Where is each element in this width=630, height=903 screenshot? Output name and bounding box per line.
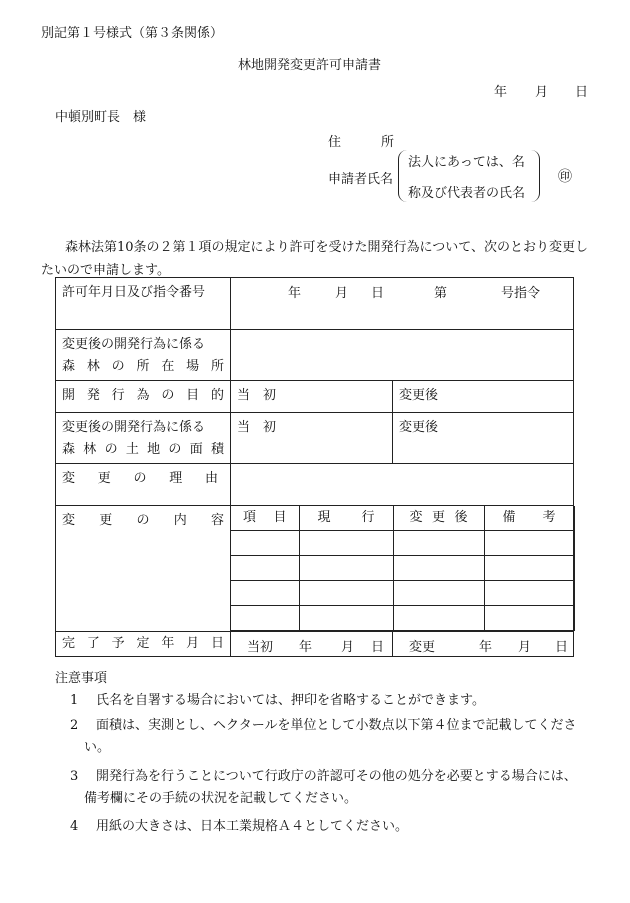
area-row [56, 413, 574, 464]
completion-initial-cell[interactable] [231, 632, 393, 657]
header-remarks: 備 考 [484, 506, 574, 531]
content-cell[interactable] [484, 606, 574, 631]
notes-title: 注意事項 [55, 671, 108, 686]
completion-changed-day: 日 [555, 640, 569, 655]
content-cell[interactable] [484, 556, 574, 581]
completion-label: 完 了 予 定 年 月 日 [62, 636, 224, 651]
content-detail-table [231, 506, 575, 631]
completion-initial-day: 日 [371, 640, 385, 655]
content-header-row [231, 506, 574, 531]
reason-label-cell [56, 464, 231, 506]
purpose-initial-label: 当 初 [237, 388, 277, 403]
header-item: 項 目 [231, 506, 299, 531]
content-cell[interactable] [393, 581, 484, 606]
content-cell[interactable] [231, 531, 299, 556]
permit-row [56, 278, 574, 330]
content-cell[interactable] [231, 606, 299, 631]
application-form-table [55, 277, 574, 657]
reason-label: 変 更 の 理 由 [62, 471, 218, 486]
content-label-cell [56, 506, 231, 632]
content-row [56, 506, 574, 632]
area-changed-cell[interactable] [393, 413, 574, 464]
completion-initial-month: 月 [341, 640, 355, 655]
purpose-changed-cell[interactable] [393, 381, 574, 413]
permit-day: 日 [371, 286, 385, 301]
document-title: 林地開発変更許可申請書 [238, 58, 382, 73]
content-cell[interactable] [299, 581, 393, 606]
note-item-4: 4 用紙の大きさは、日本工業規格Ａ４としてください。 [70, 819, 409, 834]
applicant-name-label: 申請者氏名 [328, 172, 394, 187]
content-cell[interactable] [393, 531, 484, 556]
completion-initial-label: 当初 [247, 640, 274, 655]
completion-label-cell [56, 632, 231, 657]
location-label-line1: 変更後の開発行為に係る [62, 337, 206, 352]
content-label: 変 更 の 内 容 [62, 513, 224, 528]
content-cell[interactable] [393, 556, 484, 581]
purpose-label: 開 発 行 為 の 目 的 [62, 388, 224, 403]
content-cell[interactable] [393, 606, 484, 631]
note-item-2: 2 面積は、実測とし、ヘクタールを単位として小数点以下第４位まで記載してくださ い。 [70, 718, 577, 755]
location-value-cell[interactable] [231, 330, 574, 381]
purpose-initial-cell[interactable] [231, 381, 393, 413]
permit-value-cell[interactable] [231, 278, 574, 330]
date-month: 月 [535, 85, 549, 100]
content-data-row [231, 531, 574, 556]
corporate-note-line1: 法人にあっては、名 [408, 155, 525, 170]
area-label-line1: 変更後の開発行為に係る [62, 420, 206, 435]
area-initial-cell[interactable] [231, 413, 393, 464]
content-data-row [231, 581, 574, 606]
content-cell[interactable] [484, 531, 574, 556]
completion-changed-month: 月 [518, 640, 532, 655]
completion-changed-label: 変更 [409, 640, 436, 655]
area-initial-label: 当 初 [237, 420, 277, 435]
note-item-3: 3 開発行為を行うことについて行政庁の許認可その他の処分を必要とする場合には、 備考欄にその手続の状況を記載してください。 [70, 769, 577, 806]
completion-row [56, 632, 574, 657]
header-current: 現 行 [299, 506, 393, 531]
permit-month: 月 [335, 286, 349, 301]
seal-mark: ㊞ [558, 169, 572, 185]
reason-row [56, 464, 574, 506]
content-data-row [231, 556, 574, 581]
content-detail-cell [231, 506, 574, 632]
purpose-changed-label: 変更後 [399, 388, 439, 403]
permit-label-cell [56, 278, 231, 330]
permit-dai: 第 [434, 286, 448, 301]
area-label-line2: 森 林 の 土 地 の 面 積 [62, 442, 224, 457]
completion-initial-year: 年 [299, 640, 313, 655]
content-cell[interactable] [231, 581, 299, 606]
header-after-change: 変 更 後 [393, 506, 484, 531]
purpose-label-cell [56, 381, 231, 413]
permit-label: 許可年月日及び指令番号 [62, 285, 206, 300]
location-row [56, 330, 574, 381]
completion-changed-year: 年 [479, 640, 493, 655]
address-label-1: 住 [328, 135, 342, 150]
location-label-cell [56, 330, 231, 381]
area-changed-label: 変更後 [399, 420, 439, 435]
body-text-line1: 森林法第10条の２第１項の規定により許可を受けた開発行為について、次のとおり変更し [65, 240, 589, 255]
content-data-row [231, 606, 574, 631]
date-year: 年 [494, 85, 508, 100]
reason-value-cell[interactable] [231, 464, 574, 506]
content-cell[interactable] [484, 581, 574, 606]
content-cell[interactable] [299, 606, 393, 631]
corporate-note-line2: 称及び代表者の氏名 [408, 186, 526, 201]
completion-changed-cell[interactable] [393, 632, 574, 657]
addressee: 中頓別町長 様 [55, 110, 147, 125]
body-text-line2: たいので申請します。 [41, 263, 170, 278]
location-label-line2: 森 林 の 所 在 場 所 [62, 359, 224, 374]
area-label-cell [56, 413, 231, 464]
permit-shirei: 号指令 [501, 286, 541, 301]
form-number: 別記第１号様式（第３条関係） [41, 26, 224, 41]
note-item-1: 1 氏名を自署する場合においては、押印を省略することができます。 [70, 693, 485, 708]
content-cell[interactable] [231, 556, 299, 581]
purpose-row [56, 381, 574, 413]
content-cell[interactable] [299, 531, 393, 556]
content-cell[interactable] [299, 556, 393, 581]
date-day: 日 [575, 85, 589, 100]
address-label-2: 所 [381, 135, 395, 150]
permit-year: 年 [288, 286, 302, 301]
